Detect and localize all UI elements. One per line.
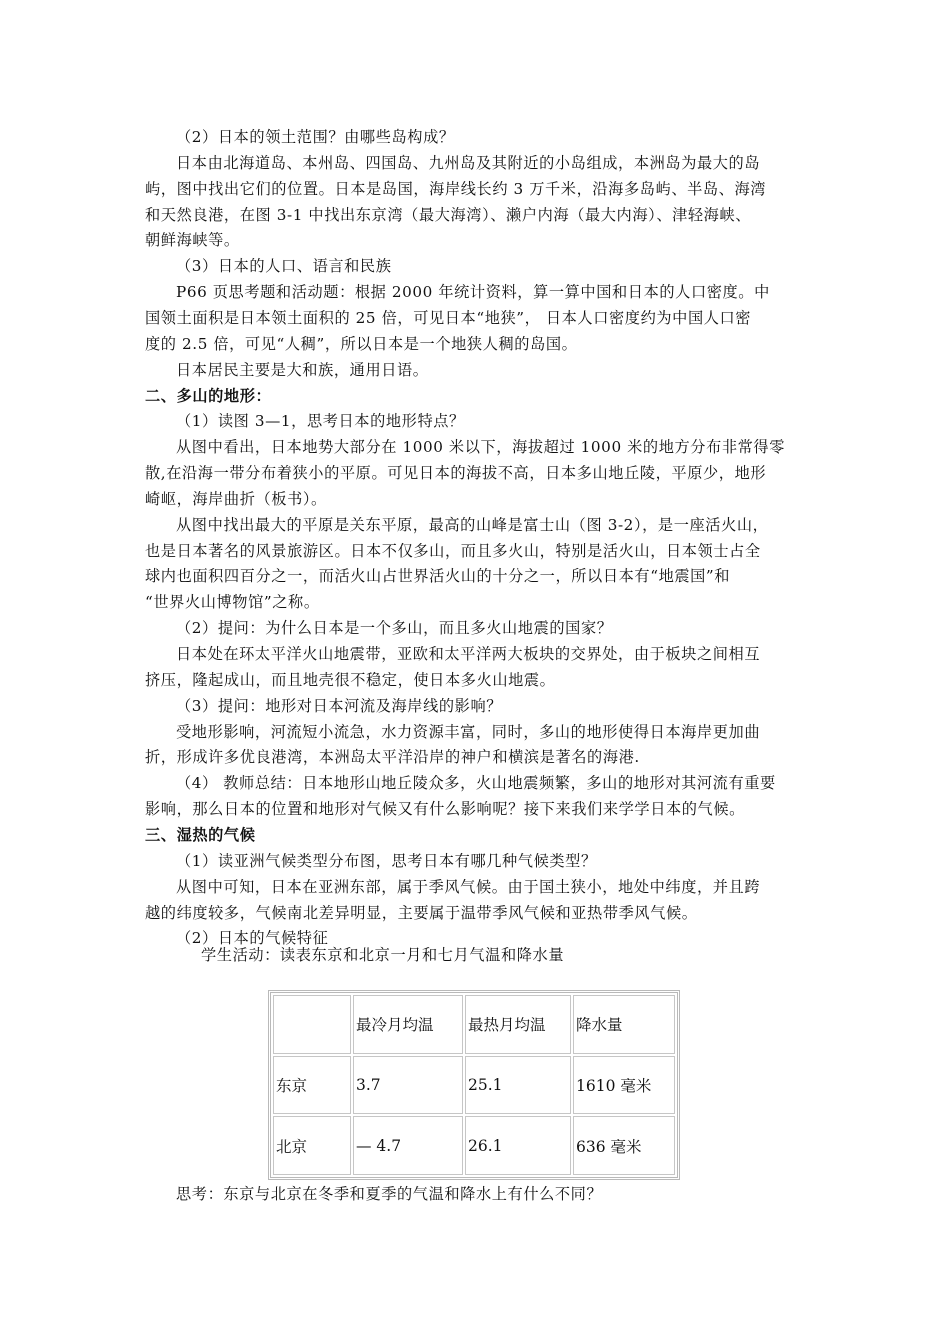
table-cell: 1610 毫米 bbox=[573, 1056, 675, 1115]
text-line: 和天然良港，在图 3-1 中找出东京湾（最大海湾）、濑户内海（最大内海）、津轻海峡、 bbox=[145, 205, 752, 224]
section-heading: 二、多山的地形： bbox=[145, 386, 272, 405]
text-line: 挤压，隆起成山，而且地壳很不稳定，使日本多火山地震。 bbox=[145, 670, 556, 689]
text-line: 日本由北海道岛、本州岛、四国岛、九州岛及其附近的小岛组成，本洲岛为最大的岛 bbox=[176, 153, 761, 172]
text-line: 球内也面积四百分之一，而活火山占世界活火山的十分之一，所以日本有“地震国”和 bbox=[145, 567, 731, 586]
text-line: 从图中可知，日本在亚洲东部，属于季风气候。由于国土狭小，地处中纬度，并且跨 bbox=[176, 877, 761, 896]
table-cell: 3.7 bbox=[353, 1056, 463, 1115]
text-line: （1）读亚洲气候类型分布图，思考日本有哪几种气候类型？ bbox=[176, 851, 597, 870]
table-cell: 东京 bbox=[273, 1056, 351, 1115]
text-line: 从图中看出，日本地势大部分在 1000 米以下，海拔超过 1000 米的地方分布非常得零 bbox=[176, 438, 786, 457]
table-caption: 学生活动：读表东京和北京一月和七月气温和降水量 bbox=[201, 946, 565, 964]
text-line: （3）提问：地形对日本河流及海岸线的影响？ bbox=[176, 696, 503, 715]
text-line: 受地形影响，河流短小流急，水力资源丰富，同时，多山的地形使得日本海岸更加曲 bbox=[176, 722, 761, 741]
table-header-row bbox=[273, 995, 675, 1054]
footer-question: 思考：东京与北京在冬季和夏季的气温和降水上有什么不同？ bbox=[176, 1185, 603, 1203]
text-line: “世界火山博物馆”之称。 bbox=[145, 593, 320, 612]
text-line: 屿，图中找出它们的位置。日本是岛国，海岸线长约 3 万千米，沿海多岛屿、半岛、海湾 bbox=[145, 179, 767, 198]
table-row bbox=[273, 1056, 675, 1115]
table-cell: 北京 bbox=[273, 1116, 351, 1175]
table-cell: 636 毫米 bbox=[573, 1116, 675, 1175]
table-header-cell: 降水量 bbox=[573, 995, 675, 1054]
text-line: 越的纬度较多，气候南北差异明显，主要属于温带季风气候和亚热带季风气候。 bbox=[145, 903, 698, 922]
text-line: 崎岖，海岸曲折（板书）。 bbox=[145, 489, 327, 508]
text-line: 也是日本著名的风景旅游区。日本不仅多山，而且多火山，特别是活火山，日本领士占全 bbox=[145, 541, 761, 560]
text-line: 影响，那么日本的位置和地形对气候又有什么影响呢？接下来我们来学学日本的气候。 bbox=[145, 800, 745, 819]
table-header-cell bbox=[273, 995, 351, 1054]
text-line: （3）日本的人口、语言和民族 bbox=[176, 257, 392, 276]
text-line: （2）提问：为什么日本是一个多山，而且多火山地震的国家？ bbox=[176, 619, 613, 638]
text-line: P66 页思考题和活动题：根据 2000 年统计资料，算一算中国和日本的人口密度。中 bbox=[176, 283, 770, 302]
text-line: 散,在沿海一带分布着狭小的平原。可见日本的海拔不高，日本多山地丘陵，平原少，地形 bbox=[145, 464, 767, 483]
text-line: （2）日本的气候特征 bbox=[176, 929, 329, 948]
text-line: 从图中找出最大的平原是关东平原，最高的山峰是富士山（图 3-2），是一座活火山， bbox=[176, 515, 769, 534]
text-line: （2）日本的领土范围？由哪些岛构成？ bbox=[176, 128, 455, 146]
table-cell: 25.1 bbox=[465, 1056, 571, 1115]
text-line: 日本处在环太平洋火山地震带，亚欧和太平洋两大板块的交界处，由于板块之间相互 bbox=[176, 645, 761, 663]
climate-table bbox=[268, 990, 680, 1180]
table-header-cell: 最热月均温 bbox=[465, 995, 571, 1054]
table-row bbox=[273, 1116, 675, 1175]
table-cell: 26.1 bbox=[465, 1116, 571, 1175]
text-line: 日本居民主要是大和族，通用日语。 bbox=[176, 360, 429, 379]
text-line: 度的 2.5 倍，可见“人稠”，所以日本是一个地狭人稠的岛国。 bbox=[145, 334, 578, 353]
section-heading: 三、湿热的气候 bbox=[145, 825, 256, 844]
text-line: 朝鲜海峡等。 bbox=[145, 231, 240, 250]
text-line: 折，形成许多优良港湾，本洲岛太平洋沿岸的神户和横滨是著名的海港. bbox=[145, 748, 640, 767]
text-line: （4） 教师总结：日本地形山地丘陵众多，火山地震频繁，多山的地形对其河流有重要 bbox=[176, 774, 776, 793]
table-cell: — 4.7 bbox=[353, 1116, 463, 1175]
text-line: 国领土面积是日本领土面积的 25 倍，可见日本“地狭”， 日本人口密度约为中国人口密 bbox=[145, 308, 752, 327]
table-header-cell: 最冷月均温 bbox=[353, 995, 463, 1054]
text-line: （1）读图 3—1，思考日本的地形特点？ bbox=[176, 412, 465, 431]
